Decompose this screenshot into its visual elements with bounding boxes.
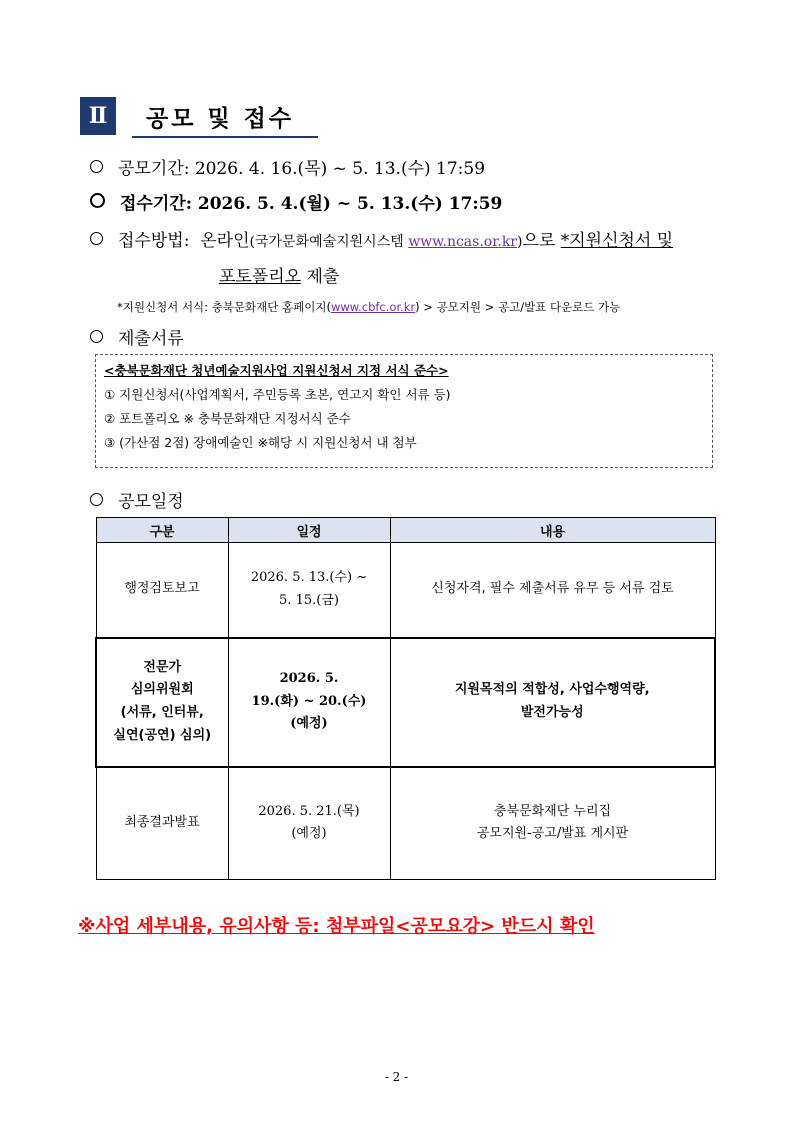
table-row	[96, 767, 715, 880]
period-label: 공모기간:	[118, 159, 190, 179]
cell-text: 발전가능성	[520, 705, 584, 720]
schedule-heading-line	[90, 487, 184, 512]
method-portfolio: 포토폴리오	[219, 267, 302, 287]
cell-text: 지원목적의 적합성, 사업수행역량,	[454, 682, 650, 698]
method-label: 접수방법:	[118, 231, 190, 251]
header-dates: 일정	[228, 518, 390, 543]
header-category: 구분	[96, 518, 228, 543]
reception-line	[90, 189, 502, 214]
cell-text: 19.(화) ~ 20.(수)	[251, 693, 367, 709]
cbfc-link[interactable]: www.cbfc.or.kr	[330, 300, 416, 314]
row-content	[390, 767, 715, 880]
documents-box	[95, 354, 713, 468]
row-category	[96, 638, 228, 767]
cell-text: (서류, 인터뷰,	[120, 705, 204, 720]
row-category	[96, 767, 228, 880]
ncas-link[interactable]: www.ncas.or.kr	[408, 234, 517, 250]
cell-text: 행정검토보고	[124, 581, 200, 597]
method-online: 온라인	[200, 231, 250, 251]
row-content	[390, 638, 715, 767]
header-content: 내용	[390, 518, 715, 543]
page-number: - 2 -	[384, 1070, 409, 1084]
schedule-table	[95, 517, 716, 880]
cell-text: 심의위원회	[130, 682, 194, 698]
section-number: Ⅱ	[80, 97, 116, 135]
reception-value: 2026. 5. 4.(월) ~ 5. 13.(수) 17:59	[197, 194, 503, 214]
form-note-prefix: *지원신청서 서식: 충북문화재단 홈페이지(	[117, 300, 331, 314]
cell-text: 실연(공연) 심의)	[113, 727, 212, 743]
section-title: 공모 및 접수	[146, 106, 295, 132]
period-value: 2026. 4. 16.(목) ~ 5. 13.(수) 17:59	[194, 159, 486, 179]
cell-text: (예정)	[290, 716, 328, 732]
documents-item: ③ (가산점 2점) 장애예술인 ※해당 시 지원신청서 내 첨부	[104, 435, 417, 450]
method-line-2	[219, 262, 339, 287]
schedule-heading: 공모일정	[118, 492, 184, 512]
cell-text: (예정)	[291, 826, 327, 842]
cell-text: 충북문화재단 누리집	[493, 803, 612, 819]
circle-bullet-icon	[90, 232, 103, 245]
method-line	[90, 226, 673, 251]
circle-bullet-icon	[90, 193, 105, 208]
cell-text: 5. 15.(금)	[279, 592, 339, 608]
cell-text: 공모지원-공고/발표 게시판	[476, 826, 629, 842]
cell-text: 전문가	[143, 659, 182, 675]
row-dates	[228, 767, 390, 880]
method-submit-word: 제출	[306, 267, 340, 287]
documents-heading: 제출서류	[118, 329, 184, 349]
cell-text: 2026. 5.	[279, 670, 339, 686]
documents-box-title: <충북문화재단 청년예술지원사업 지원신청서 지정 서식 준수>	[104, 363, 449, 378]
section-underline	[132, 136, 318, 138]
method-system-suffix: )	[517, 234, 523, 250]
method-submit-docs: *지원신청서 및	[560, 231, 674, 251]
method-system-prefix: (국가문화예술지원시스템	[249, 234, 409, 250]
cell-text: 최종결과발표	[124, 814, 200, 830]
row-dates	[228, 543, 390, 638]
row-category	[96, 543, 228, 638]
method-via: 으로	[522, 231, 556, 251]
form-note	[117, 299, 620, 315]
table-header-row	[96, 518, 715, 543]
documents-heading-line	[90, 324, 184, 349]
documents-item: ② 포트폴리오 ※ 충북문화재단 지정서식 준수	[104, 411, 351, 426]
cell-text: 2026. 5. 13.(수) ~	[250, 570, 368, 585]
period-line	[90, 154, 485, 179]
table-row-highlighted	[96, 638, 715, 767]
cell-text: 2026. 5. 21.(목)	[258, 803, 360, 819]
form-note-suffix: ) > 공모지원 > 공고/발표 다운로드 가능	[415, 300, 621, 314]
cell-text: 신청자격, 필수 제출서류 유무 등 서류 검토	[431, 581, 674, 597]
warning-text: ※사업 세부내용, 유의사항 등: 첨부파일<공모요강> 반드시 확인	[78, 916, 595, 937]
table-row	[96, 543, 715, 638]
circle-bullet-icon	[90, 493, 103, 506]
row-content	[390, 543, 715, 638]
row-dates	[228, 638, 390, 767]
documents-item: ① 지원신청서(사업계획서, 주민등록 초본, 연고지 확인 서류 등)	[104, 387, 451, 402]
circle-bullet-icon	[90, 330, 103, 343]
circle-bullet-icon	[90, 160, 103, 173]
reception-label: 접수기간:	[120, 194, 192, 214]
